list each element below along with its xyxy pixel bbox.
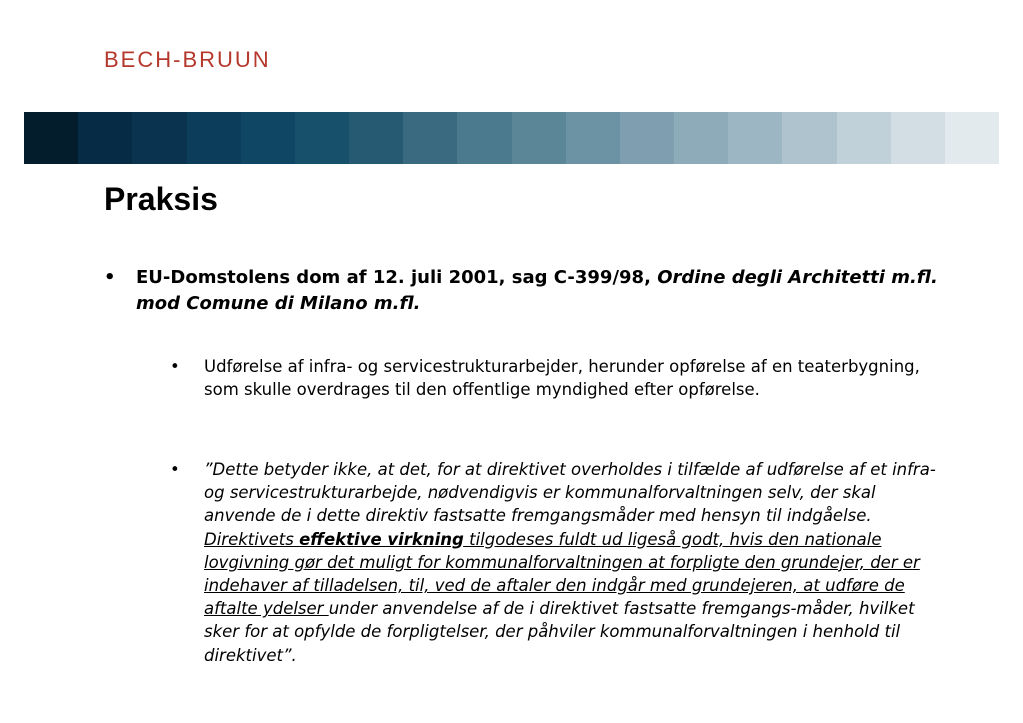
quote-text	[204, 458, 949, 667]
color-bar-segment	[132, 112, 186, 164]
color-bar-segment	[837, 112, 891, 164]
quote-underlined-2: tilgodeses fuldt ud ligeså godt, hvis den nationale lovgivning gør det muligt for kommunalforvaltningen at forpligte den grundejer, der er indehaver af tilladelsen, til, ved de aftaler den indgår med grundejeren, at udføre de aftalte ydelser	[204, 529, 920, 619]
company-logo: BECH-BRUUN	[104, 47, 271, 72]
quote-part-1: ”Dette betyder ikke, at det, for at direktivet overholdes i tilfælde af udførelse af et infra- og servicestrukturarbejde, nødvendigvis er kommunalforvaltningen selv, der skal anvende de i dette direktiv fastsatte fremgangsmåder med hensyn til indgåelse.	[204, 460, 936, 526]
quote-part-2: under anvendelse af de i direktivet fastsatte fremgangs-måder, hvilket sker for at opfylde de forpligtelser, der påhviler kommunalforvaltningen i henhold til direktivet”.	[204, 599, 915, 665]
bullet-marker: •	[104, 267, 116, 288]
color-bar-segment	[566, 112, 620, 164]
slide-title: Praksis	[104, 181, 218, 217]
color-bar-segment	[295, 112, 349, 164]
color-bar-segment	[945, 112, 999, 164]
case-name: Ordine degli Architetti m.fl. mod Comune di Milano m.fl.	[136, 267, 938, 314]
color-bar-segment	[78, 112, 132, 164]
color-bar-segment	[241, 112, 295, 164]
color-bar-segment	[187, 112, 241, 164]
bullet-marker: •	[170, 357, 180, 376]
color-bar-segment	[349, 112, 403, 164]
color-bar-segment	[512, 112, 566, 164]
header-color-bar	[24, 112, 999, 164]
color-bar-segment	[728, 112, 782, 164]
color-bar-segment	[24, 112, 78, 164]
case-reference: EU-Domstolens dom af 12. juli 2001, sag C-399/98,	[136, 267, 658, 288]
color-bar-segment	[782, 112, 836, 164]
quote-underlined-1: Direktivets	[204, 529, 300, 549]
quote-underlined-bold: effektive virkning	[299, 529, 464, 549]
color-bar-segment	[891, 112, 945, 164]
color-bar-segment	[403, 112, 457, 164]
color-bar-segment	[674, 112, 728, 164]
sub-bullet-text: Udførelse af infra- og servicestrukturarbejder, herunder opførelse af en teaterbygning, som skulle overdrages til den offentlige myndighed efter opførelse.	[204, 357, 920, 400]
color-bar-segment	[620, 112, 674, 164]
main-bullet-text	[136, 265, 956, 317]
color-bar-segment	[457, 112, 511, 164]
bullet-marker: •	[170, 460, 180, 479]
